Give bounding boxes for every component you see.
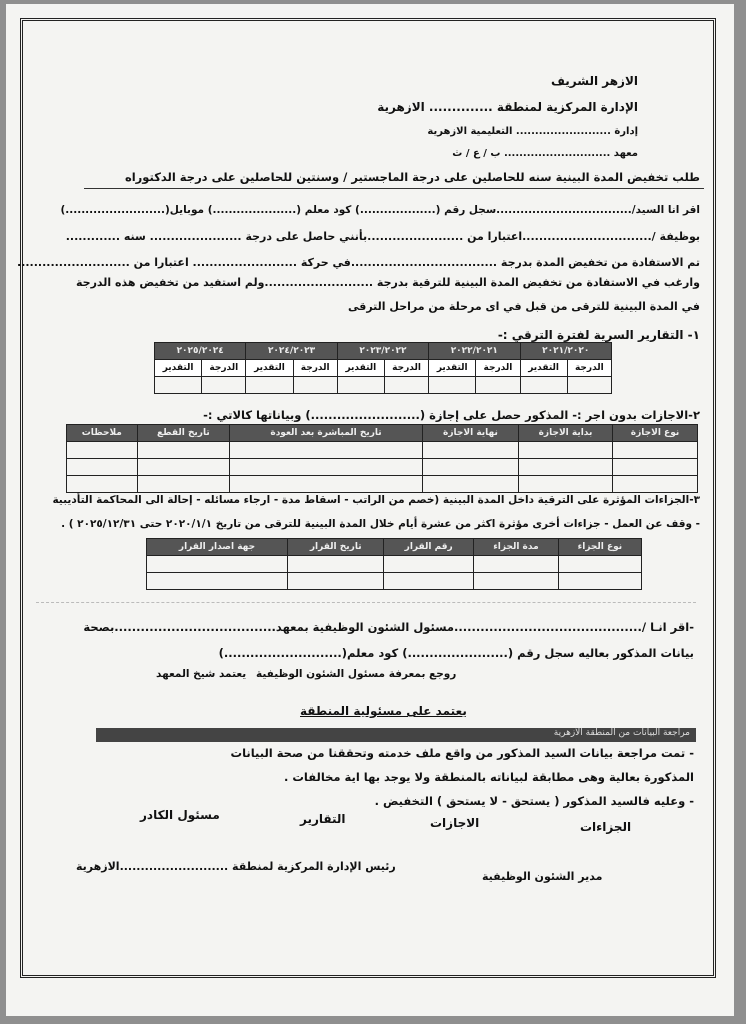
- penalty-cell[interactable]: [384, 556, 474, 573]
- zone-line-2: المذكورة بعالية وهى مطابقة لبياناته بالمنطقة ولا يوجد بها اية مخالفات .: [283, 770, 694, 784]
- grade-header: الدرجة: [293, 360, 337, 377]
- section1-title: ١- التقارير السرية لفترة الترقي :-: [497, 328, 700, 342]
- leave-start-header: بداية الاجازة: [518, 425, 612, 442]
- penalty-cell[interactable]: [288, 556, 384, 573]
- previous-reduction-line: تم الاستفادة من تخفيض المدة بدرجة ...................................في حركة ......................... اعتبارا من ...........................: [17, 256, 700, 269]
- leave-cell[interactable]: [518, 459, 612, 476]
- penalty-cell[interactable]: [558, 573, 641, 590]
- rating-header: التقدير: [155, 360, 202, 377]
- job-line: بوظيفة /...............................اعتبارا من .......................بأنني حاصل على درجة ...................... سنه .............: [65, 230, 700, 243]
- rating-cell[interactable]: [520, 377, 567, 394]
- leave-cell[interactable]: [230, 442, 423, 459]
- header-line-1: الازهر الشريف: [550, 74, 638, 88]
- leave-cell[interactable]: [137, 476, 229, 493]
- penalty-cell[interactable]: [384, 573, 474, 590]
- declaration-line-1: -اقر انـا /...........................................مسئول الشئون الوظيفية بمعهد.....................................بصحة: [83, 620, 694, 634]
- year-cell: ٢٠٢٢/٢٠٢١: [429, 343, 520, 360]
- rating-cell[interactable]: [246, 377, 293, 394]
- leave-cell[interactable]: [137, 459, 229, 476]
- grade-header: الدرجة: [202, 360, 246, 377]
- rating-cell[interactable]: [429, 377, 476, 394]
- request-line: وارغب في الاستفادة من تخفيض المدة البينية للترقية بدرجة ..........................ولم استفيد من تخفيض هذه الدرجة: [76, 276, 700, 289]
- declarant-line: اقر انا السيد/..................................سجل رقم (...................) كود معلم (.....................) موبايل(.........................): [60, 204, 700, 216]
- grade-header: الدرجة: [384, 360, 428, 377]
- leaves-signature: الاجازات: [430, 816, 480, 830]
- reports-table: [154, 342, 612, 394]
- penalty-cell[interactable]: [147, 573, 288, 590]
- zone-approval-title: يعتمد على مسئولية المنطقة: [300, 704, 467, 718]
- leave-cell[interactable]: [67, 442, 138, 459]
- section3-line-2: - وقف عن العمل - جزاءات أخرى مؤثرة اكثر من عشرة أيام خلال المدة البينية للترقى من تاريخ ٢٠٢٠/١/١ حتى ٢٠٢٥/١٢/٣١ ) .: [61, 518, 700, 530]
- reviewed-by-label: روجع بمعرفة مسئول الشئون الوظيفية: [256, 668, 457, 680]
- document-sheet: [6, 4, 734, 1016]
- reports-signature: التقارير: [300, 812, 346, 826]
- leave-end-header: نهاية الاجازة: [423, 425, 519, 442]
- zone-review-bar: مراجعة البيانات من المنطقة الازهرية: [96, 728, 696, 742]
- grade-cell[interactable]: [384, 377, 428, 394]
- cut-date-header: تاريخ القطع: [137, 425, 229, 442]
- notes-header: ملاحظات: [67, 425, 138, 442]
- rating-header: التقدير: [246, 360, 293, 377]
- grade-cell[interactable]: [476, 377, 520, 394]
- resume-date-header: تاريخ المباشرة بعد العودة: [230, 425, 423, 442]
- penalties-signature: الجزاءات: [580, 820, 632, 834]
- declaration-line-2: بيانات المذكور بعاليه سجل رقم (.......................) كود معلم(...........................): [218, 646, 694, 660]
- rating-header: التقدير: [520, 360, 567, 377]
- issuing-body-header: جهة اصدار القرار: [147, 539, 288, 556]
- request-line-cont: في المدة البينية للترقى من قبل في اى مرحلة من مراحل الترقى: [348, 300, 700, 313]
- leave-cell[interactable]: [423, 442, 519, 459]
- leave-cell[interactable]: [518, 442, 612, 459]
- leaves-table: [66, 424, 698, 493]
- grade-cell[interactable]: [293, 377, 337, 394]
- header-line-2: الإدارة المركزية لمنطقة .............. الازهرية: [377, 100, 638, 114]
- year-cell: ٢٠٢١/٢٠٢٠: [520, 343, 612, 360]
- zone-line-3: - وعليه فالسيد المذكور ( يستحق - لا يستحق ) التخفيض .: [374, 794, 694, 808]
- central-head-signature: رئيس الإدارة المركزية لمنطقة ..........................الازهرية: [76, 860, 396, 873]
- rating-header: التقدير: [429, 360, 476, 377]
- leave-cell[interactable]: [67, 476, 138, 493]
- rating-header: التقدير: [337, 360, 384, 377]
- penalty-cell[interactable]: [558, 556, 641, 573]
- cadre-signature: مسئول الكادر: [140, 808, 220, 822]
- penalty-duration-header: مدة الجزاء: [474, 539, 559, 556]
- rating-cell[interactable]: [155, 377, 202, 394]
- year-cell: ٢٠٢٤/٢٠٢٣: [246, 343, 337, 360]
- leave-cell[interactable]: [613, 442, 698, 459]
- leave-cell[interactable]: [137, 442, 229, 459]
- leave-cell[interactable]: [230, 459, 423, 476]
- grade-cell[interactable]: [567, 377, 611, 394]
- grade-header: الدرجة: [567, 360, 611, 377]
- year-cell: ٢٠٢٥/٢٠٢٤: [155, 343, 246, 360]
- header-line-4: معهد ............................ ب / ع / ث: [452, 148, 638, 159]
- leave-cell[interactable]: [613, 459, 698, 476]
- approved-sheikh-label: يعتمد شيخ المعهد: [156, 668, 247, 680]
- header-line-3: إدارة ......................... التعليمية الازهرية: [427, 126, 638, 137]
- leave-cell[interactable]: [230, 476, 423, 493]
- leave-cell[interactable]: [423, 459, 519, 476]
- rating-cell[interactable]: [337, 377, 384, 394]
- leave-cell[interactable]: [518, 476, 612, 493]
- section3-line-1: ٣-الجزاءات المؤثرة على الترقية داخل المدة البينية (خصم من الراتب - اسقاط مدة - ارجاء مسائله - إحالة الى المحاكمة التأديبية: [52, 494, 700, 506]
- penalties-table: [146, 538, 642, 590]
- penalty-type-header: نوع الجزاء: [558, 539, 641, 556]
- decision-date-header: تاريخ القرار: [288, 539, 384, 556]
- divider: [36, 602, 696, 603]
- grade-header: الدرجة: [476, 360, 520, 377]
- year-cell: ٢٠٢٣/٢٠٢٢: [337, 343, 428, 360]
- penalty-cell[interactable]: [147, 556, 288, 573]
- leave-cell[interactable]: [423, 476, 519, 493]
- decision-number-header: رقم القرار: [384, 539, 474, 556]
- leave-cell[interactable]: [67, 459, 138, 476]
- leave-type-header: نوع الاجازة: [613, 425, 698, 442]
- hr-manager-signature: مدير الشئون الوظيفية: [482, 870, 603, 883]
- penalty-cell[interactable]: [288, 573, 384, 590]
- penalty-cell[interactable]: [474, 556, 559, 573]
- zone-line-1: - تمت مراجعة بيانات السيد المذكور من واقع ملف خدمته وتحققنا من صحة البيانات: [230, 746, 694, 760]
- form-title: طلب تخفيض المدة البينية سنه للحاصلين على درجة الماجستير / وسنتين للحاصلين على درجة الدكتوراه: [124, 170, 700, 184]
- penalty-cell[interactable]: [474, 573, 559, 590]
- grade-cell[interactable]: [202, 377, 246, 394]
- leave-cell[interactable]: [613, 476, 698, 493]
- section2-title: ٢-الاجازات بدون اجر :- المذكور حصل على إجازة (.........................) وبياناتها كالاتي :-: [203, 408, 700, 422]
